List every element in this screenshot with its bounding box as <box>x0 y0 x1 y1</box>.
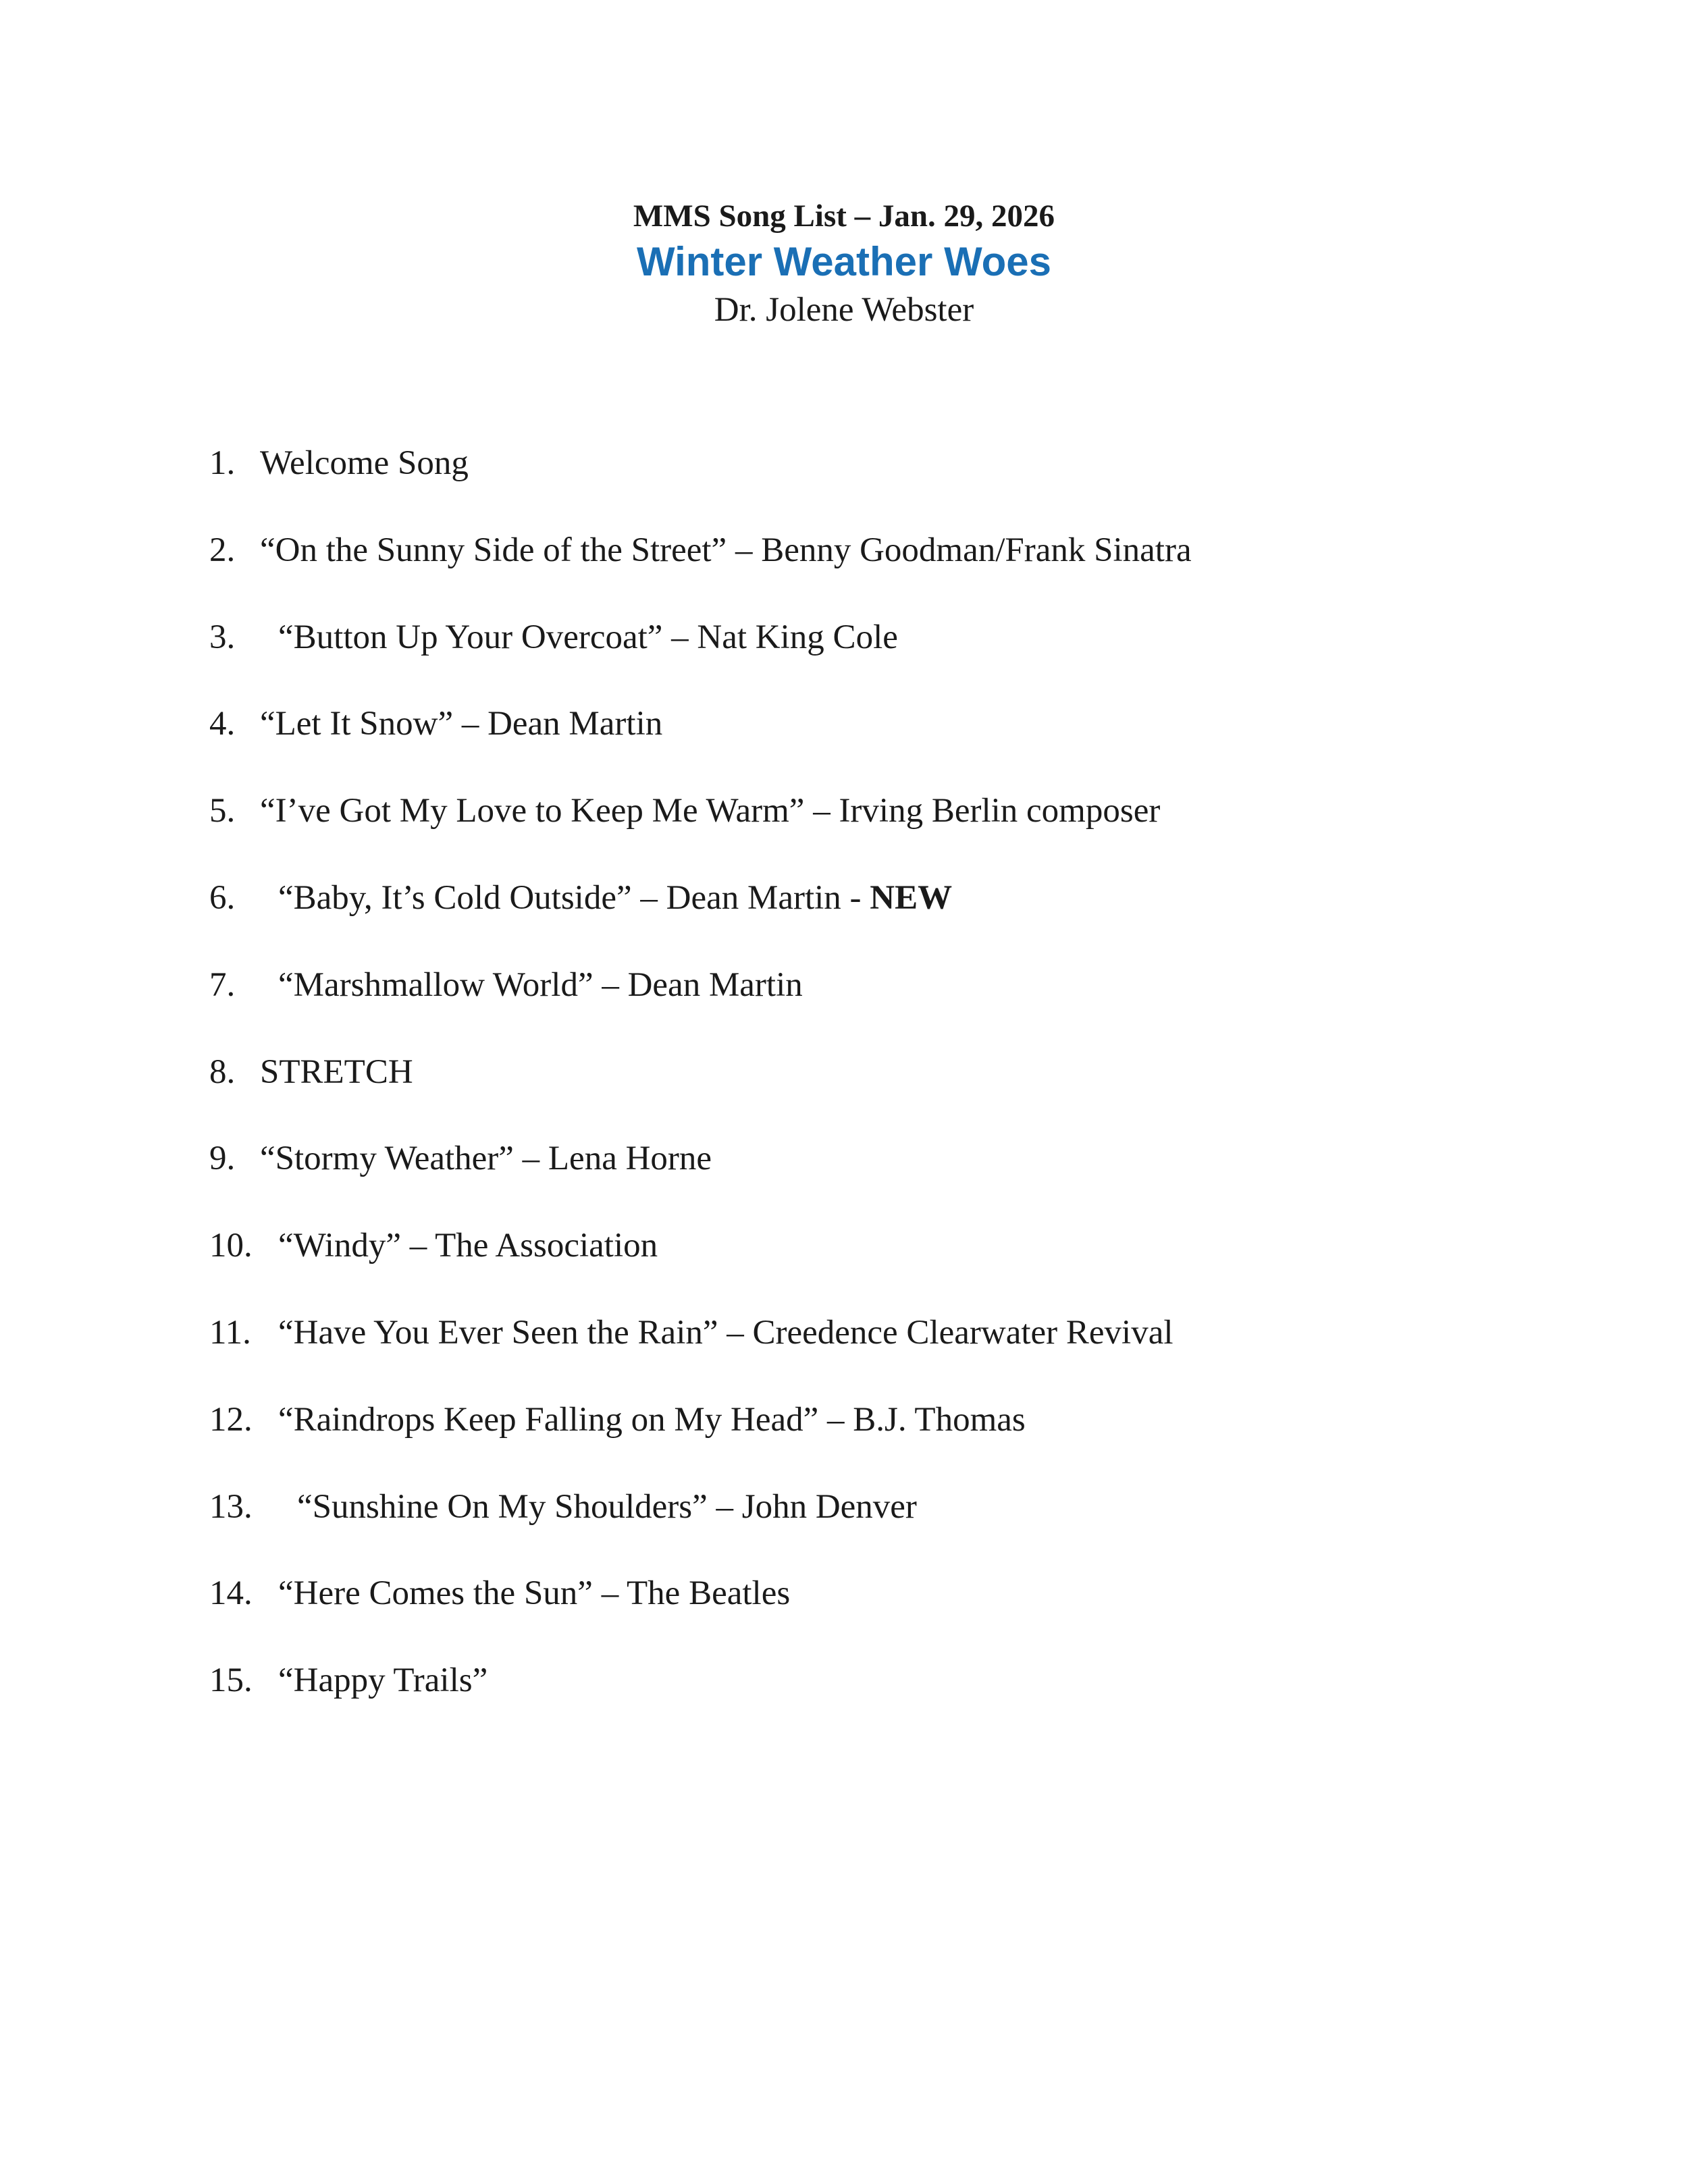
song-title: “Sunshine On My Shoulders” – John Denver <box>297 1487 917 1526</box>
song-title: “Stormy Weather” – Lena Horne <box>260 1140 712 1178</box>
song-number: 12. <box>209 1400 253 1439</box>
song-title: “Button Up Your Overcoat” – Nat King Cole <box>278 618 898 656</box>
page-title: Winter Weather Woes <box>636 239 1052 284</box>
song-title: “Marshmallow World” – Dean Martin <box>278 965 803 1004</box>
song-number: 5. <box>209 792 236 830</box>
song-number: 2. <box>209 531 236 569</box>
song-title: “Windy” – The Association <box>278 1227 658 1265</box>
song-number: 6. <box>209 878 236 917</box>
song-title: “Baby, It’s Cold Outside” – Dean Martin - <box>278 878 870 917</box>
song-title: “On the Sunny Side of the Street” – Benny Goodman/Frank Sinatra <box>260 531 1192 569</box>
song-number: 11. <box>209 1313 251 1352</box>
song-number: 10. <box>209 1227 253 1265</box>
list-subtitle: MMS Song List – Jan. 29, 2026 <box>633 198 1055 234</box>
song-number: 8. <box>209 1053 236 1091</box>
song-number: 3. <box>209 618 236 656</box>
song-title-wrapper <box>278 871 952 925</box>
song-number: 13. <box>209 1487 253 1526</box>
song-title: “Let It Snow” – Dean Martin <box>260 705 663 743</box>
song-number: 9. <box>209 1140 236 1178</box>
song-number: 14. <box>209 1574 253 1613</box>
song-title: “Raindrops Keep Falling on My Head” – B.J. Thomas <box>278 1400 1026 1439</box>
song-title: “Have You Ever Seen the Rain” – Creedence Clearwater Revival <box>278 1313 1173 1352</box>
song-number: 15. <box>209 1661 253 1700</box>
song-number: 7. <box>209 965 236 1004</box>
author-name: Dr. Jolene Webster <box>714 291 974 329</box>
song-number: 1. <box>209 444 236 482</box>
song-title: STRETCH <box>260 1053 413 1091</box>
song-number: 4. <box>209 705 236 743</box>
song-title: Welcome Song <box>260 444 469 482</box>
song-title: “Happy Trails” <box>278 1661 488 1700</box>
new-badge: NEW <box>870 878 953 917</box>
document-header <box>0 196 1688 332</box>
song-title: “Here Comes the Sun” – The Beatles <box>278 1574 791 1613</box>
song-title: “I’ve Got My Love to Keep Me Warm” – Irving Berlin composer <box>260 792 1161 830</box>
